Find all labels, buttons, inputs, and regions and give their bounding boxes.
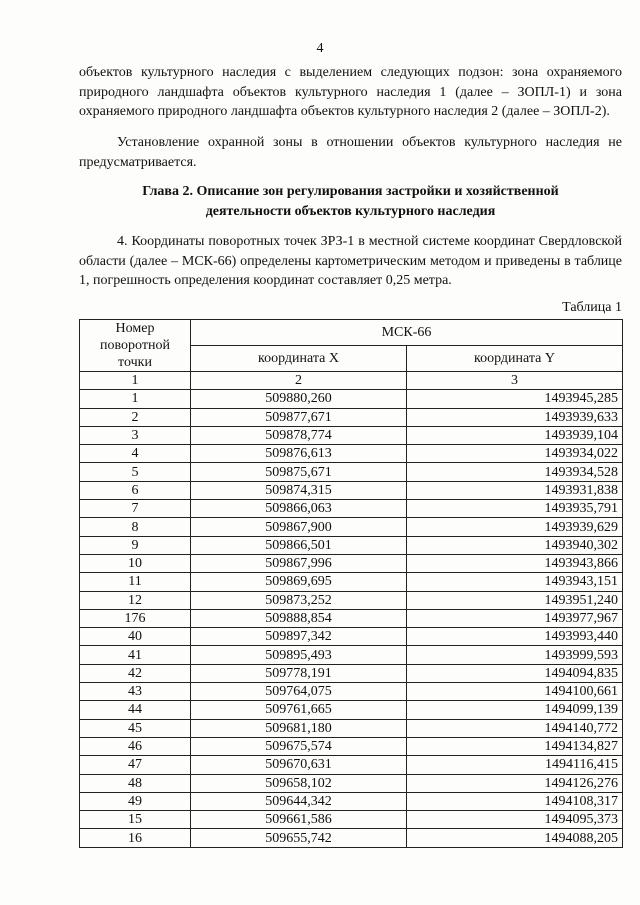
column-index-row xyxy=(80,372,623,390)
coordinate-x-cell: 509866,063 xyxy=(191,500,407,518)
coordinate-y-cell: 1494100,661 xyxy=(407,683,623,701)
table-row xyxy=(80,481,623,499)
table-row xyxy=(80,408,623,426)
point-number-cell: 45 xyxy=(80,719,191,737)
coordinate-y-cell: 1493993,440 xyxy=(407,628,623,646)
coordinate-x-cell: 509661,586 xyxy=(191,811,407,829)
table-row xyxy=(80,719,623,737)
point-number-cell: 7 xyxy=(80,500,191,518)
coordinate-x-cell: 509895,493 xyxy=(191,646,407,664)
point-number-cell: 15 xyxy=(80,811,191,829)
point-number-cell: 47 xyxy=(80,756,191,774)
point-number-cell: 40 xyxy=(80,628,191,646)
coordinate-x-cell: 509873,252 xyxy=(191,591,407,609)
coordinate-x-cell: 509644,342 xyxy=(191,792,407,810)
point-number-cell: 43 xyxy=(80,683,191,701)
table-row xyxy=(80,829,623,847)
coordinates-table xyxy=(79,319,623,848)
coordinate-y-cell: 1494095,373 xyxy=(407,811,623,829)
coordinate-x-cell: 509658,102 xyxy=(191,774,407,792)
coordinate-y-cell: 1493939,104 xyxy=(407,426,623,444)
paragraph-protection-zone: Установление охранной зоны в отношении объектов культурного наследия не предусматривается. xyxy=(79,135,622,170)
table-row xyxy=(80,500,623,518)
coordinate-y-cell: 1493931,838 xyxy=(407,481,623,499)
coordinate-x-cell: 509880,260 xyxy=(191,390,407,408)
coordinate-x-cell: 509874,315 xyxy=(191,481,407,499)
point-number-cell: 9 xyxy=(80,536,191,554)
point-number-cell: 16 xyxy=(80,829,191,847)
coordinate-y-cell: 1493934,022 xyxy=(407,445,623,463)
coordinate-y-cell: 1494126,276 xyxy=(407,774,623,792)
chapter-heading-line2: деятельности объектов культурного наследия xyxy=(205,204,496,219)
chapter-heading-line1: Глава 2. Описание зон регулирования застройки и хозяйственной xyxy=(142,184,559,199)
coordinate-x-cell: 509877,671 xyxy=(191,408,407,426)
table-row xyxy=(80,591,623,609)
point-number-cell: 42 xyxy=(80,664,191,682)
table-row xyxy=(80,609,623,627)
point-number-cell: 10 xyxy=(80,554,191,572)
table-row xyxy=(80,426,623,444)
table-row xyxy=(80,390,623,408)
coordinate-y-cell: 1493939,629 xyxy=(407,518,623,536)
column-index: 1 xyxy=(80,372,191,390)
table-row xyxy=(80,664,623,682)
coordinate-y-cell: 1493945,285 xyxy=(407,390,623,408)
point-number-cell: 6 xyxy=(80,481,191,499)
point-number-cell: 4 xyxy=(80,445,191,463)
coordinate-x-cell: 509875,671 xyxy=(191,463,407,481)
coordinate-x-cell: 509867,996 xyxy=(191,554,407,572)
coordinate-y-cell: 1493935,791 xyxy=(407,500,623,518)
column-index: 3 xyxy=(407,372,623,390)
table-row xyxy=(80,463,623,481)
table-row xyxy=(80,756,623,774)
coordinate-x-cell: 509878,774 xyxy=(191,426,407,444)
coordinate-y-cell: 1493977,967 xyxy=(407,609,623,627)
table-row xyxy=(80,811,623,829)
table-row xyxy=(80,573,623,591)
paragraph-zones: объектов культурного наследия с выделением следующих подзон: зона охраняемого природного ландшафта объектов культурного наследия 1 (далее – ЗОПЛ-1) и зона охраняемого природного ландшафта объектов культурного наследия 2 (далее – ЗОПЛ-2). xyxy=(79,65,622,119)
header-point-number: Номер поворотной точки xyxy=(80,320,191,372)
table-row xyxy=(80,518,623,536)
point-number-cell: 12 xyxy=(80,591,191,609)
coordinate-x-cell: 509876,613 xyxy=(191,445,407,463)
coordinate-x-cell: 509761,665 xyxy=(191,701,407,719)
coordinate-y-cell: 1493951,240 xyxy=(407,591,623,609)
coordinate-y-cell: 1494108,317 xyxy=(407,792,623,810)
table-row xyxy=(80,445,623,463)
coordinate-x-cell: 509897,342 xyxy=(191,628,407,646)
point-number-cell: 44 xyxy=(80,701,191,719)
paragraph-coordinates: 4. Координаты поворотных точек ЗРЗ-1 в местной системе координат Свердловской области (далее – МСК-66) определены картометрическим методом и приведены в таблице 1, погрешность определения координат составляет 0,25 метра. xyxy=(79,234,622,288)
coordinate-y-cell: 1493999,593 xyxy=(407,646,623,664)
table-row xyxy=(80,683,623,701)
header-msk66: МСК-66 xyxy=(191,320,623,346)
point-number-cell: 41 xyxy=(80,646,191,664)
coordinate-y-cell: 1493943,151 xyxy=(407,573,623,591)
coordinate-y-cell: 1494094,835 xyxy=(407,664,623,682)
coordinate-y-cell: 1494088,205 xyxy=(407,829,623,847)
point-number-cell: 49 xyxy=(80,792,191,810)
point-number-cell: 11 xyxy=(80,573,191,591)
table-row xyxy=(80,646,623,664)
table-row xyxy=(80,701,623,719)
table-row xyxy=(80,737,623,755)
coordinate-y-cell: 1494134,827 xyxy=(407,737,623,755)
coordinate-x-cell: 509681,180 xyxy=(191,719,407,737)
coordinate-y-cell: 1494140,772 xyxy=(407,719,623,737)
header-coordinate-y: координата Y xyxy=(407,346,623,372)
coordinate-x-cell: 509655,742 xyxy=(191,829,407,847)
coordinate-x-cell: 509867,900 xyxy=(191,518,407,536)
point-number-cell: 2 xyxy=(80,408,191,426)
table-row xyxy=(80,628,623,646)
table-row xyxy=(80,792,623,810)
point-number-cell: 3 xyxy=(80,426,191,444)
point-number-cell: 46 xyxy=(80,737,191,755)
coordinate-y-cell: 1494099,139 xyxy=(407,701,623,719)
chapter-heading xyxy=(79,182,622,222)
coordinate-x-cell: 509675,574 xyxy=(191,737,407,755)
coordinate-y-cell: 1494116,415 xyxy=(407,756,623,774)
coordinate-y-cell: 1493940,302 xyxy=(407,536,623,554)
table-row xyxy=(80,536,623,554)
page-number: 4 xyxy=(316,41,324,56)
table-row xyxy=(80,774,623,792)
point-number-cell: 176 xyxy=(80,609,191,627)
coordinate-x-cell: 509764,075 xyxy=(191,683,407,701)
coordinate-x-cell: 509888,854 xyxy=(191,609,407,627)
column-index: 2 xyxy=(191,372,407,390)
coordinate-y-cell: 1493939,633 xyxy=(407,408,623,426)
coordinate-x-cell: 509866,501 xyxy=(191,536,407,554)
coordinate-x-cell: 509778,191 xyxy=(191,664,407,682)
coordinate-x-cell: 509869,695 xyxy=(191,573,407,591)
table-row xyxy=(80,554,623,572)
coordinate-y-cell: 1493943,866 xyxy=(407,554,623,572)
point-number-cell: 48 xyxy=(80,774,191,792)
table-label: Таблица 1 xyxy=(562,300,622,315)
point-number-cell: 8 xyxy=(80,518,191,536)
coordinate-y-cell: 1493934,528 xyxy=(407,463,623,481)
header-coordinate-x: координата X xyxy=(191,346,407,372)
coordinate-x-cell: 509670,631 xyxy=(191,756,407,774)
point-number-cell: 5 xyxy=(80,463,191,481)
point-number-cell: 1 xyxy=(80,390,191,408)
